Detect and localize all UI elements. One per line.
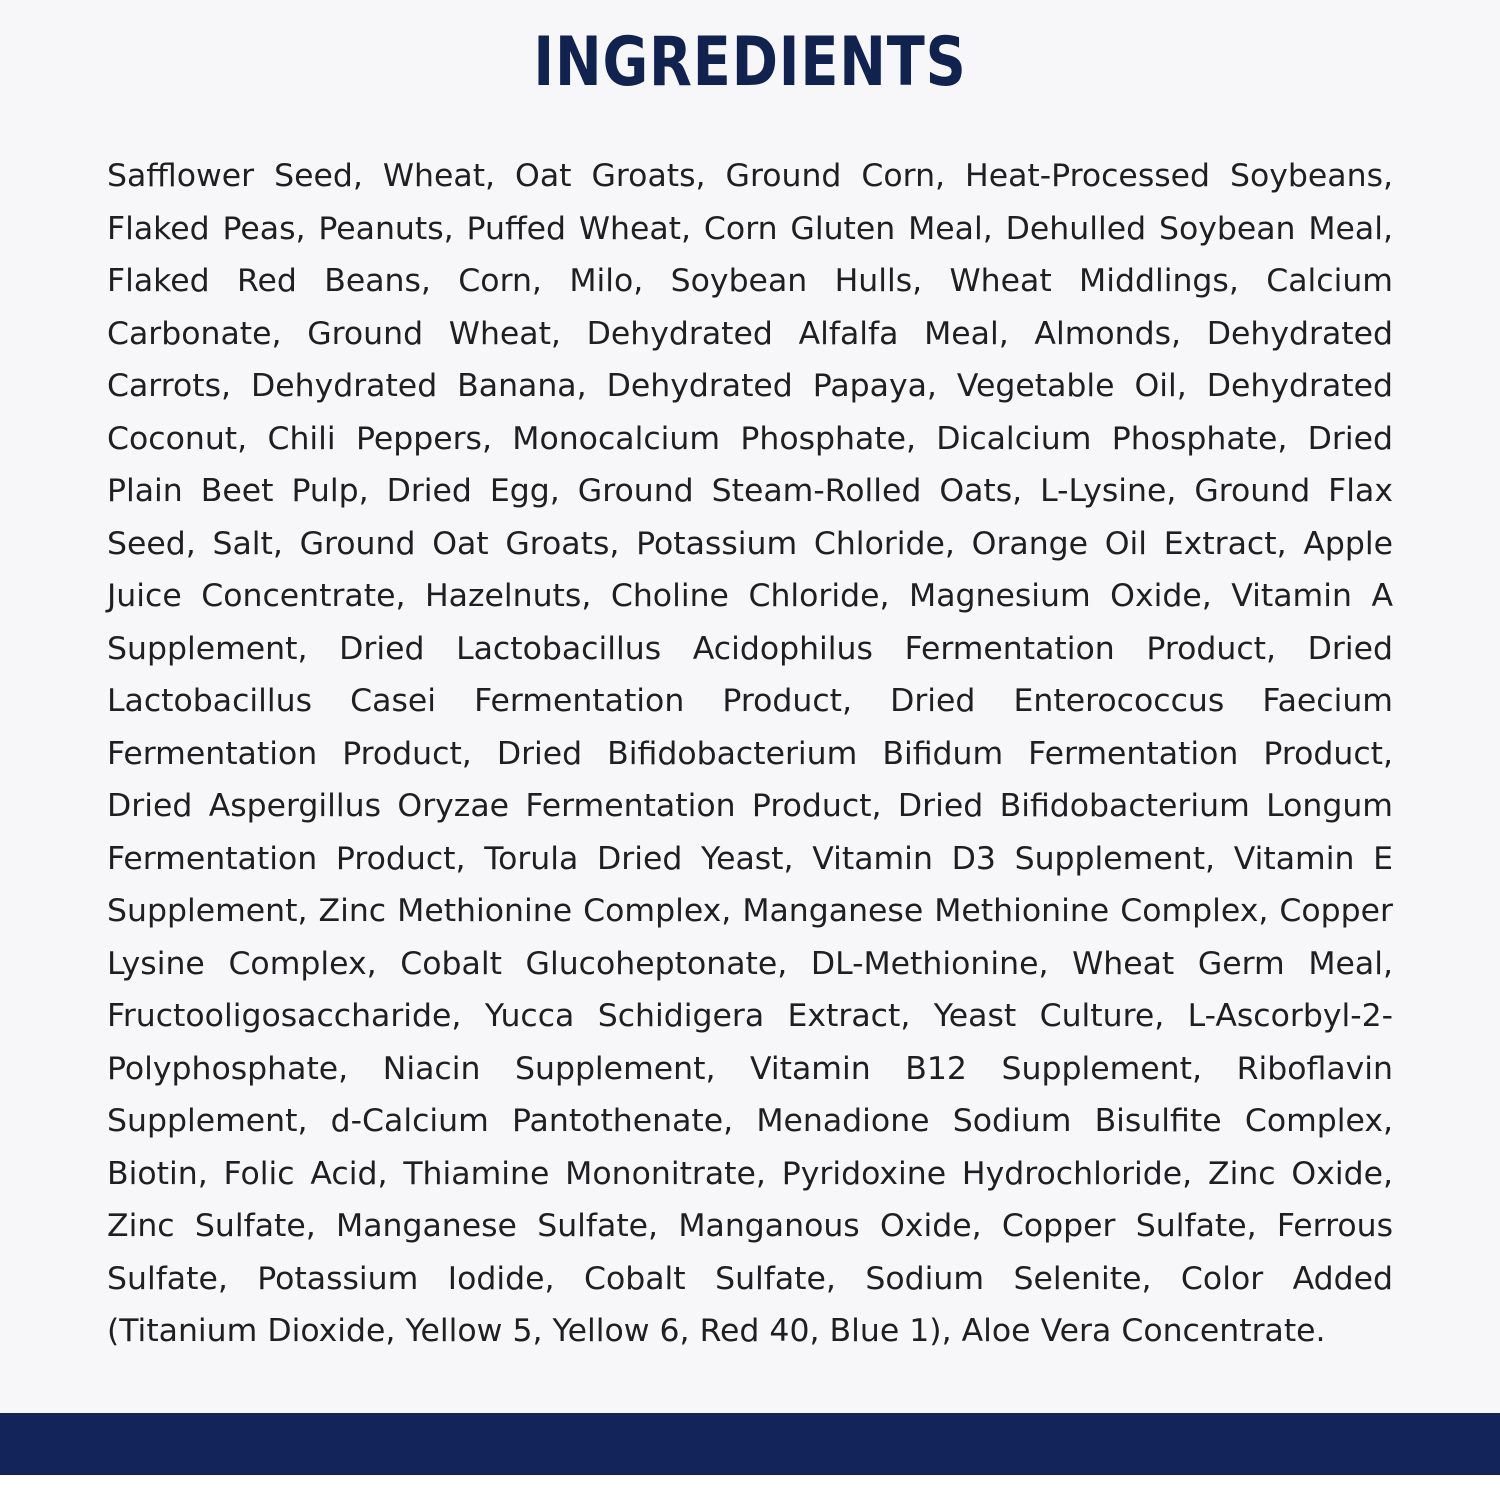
footer-color-band [0,1413,1500,1475]
footer-bottom-margin [0,1475,1500,1500]
ingredients-title: INGREDIENTS [533,23,967,102]
ingredients-list-text: Safflower Seed, Wheat, Oat Groats, Ground Corn, Heat-Processed Soybeans, Flaked Peas, Peanuts, Puffed Wheat, Corn Gluten Meal, Dehulled Soybean Meal, Flaked Red Beans, Corn, Milo, Soybean Hulls, Wheat Middlings, Calcium Carbonate, Ground Wheat, Dehydrated Alfalfa Meal, Almonds, Dehydrated Carrots, Dehydrated Banana, Dehydrated Papaya, Vegetable Oil, Dehydrated Coconut, Chili Peppers, Monocalcium Phosphate, Dicalcium Phosphate, Dried Plain Beet Pulp, Dried Egg, Ground Steam-Rolled Oats, L-Lysine, Ground Flax Seed, Salt, Ground Oat Groats, Potassium Chloride, Orange Oil Extract, Apple Juice Concentrate, Hazelnuts, Choline Chloride, Magnesium Oxide, Vitamin A Supplement, Dried Lactobacillus Acidophilus Fermentation Product, Dried Lactobacillus Casei Fermentation Product, Dried Enterococcus Faecium Fermentation Product, Dried Bifidobacterium Bifidum Fermentation Product, Dried Aspergillus Oryzae Fermentation Product, Dried Bifidobacterium Longum Fermentation Product, Torula Dried Yeast, Vitamin D3 Supplement, Vitamin E Supplement, Zinc Methionine Complex, Manganese Methionine Complex, Copper Lysine Complex, Cobalt Glucoheptonate, DL-Methionine, Wheat Germ Meal, Fructooligosaccharide, Yucca Schidigera Extract, Yeast Culture, L-Ascorbyl-2-Polyphosphate, Niacin Supplement, Vitamin B12 Supplement, Riboflavin Supplement, d-Calcium Pantothenate, Menadione Sodium Bisulfite Complex, Biotin, Folic Acid, Thiamine Mononitrate, Pyridoxine Hydrochloride, Zinc Oxide, Zinc Sulfate, Manganese Sulfate, Manganous Oxide, Copper Sulfate, Ferrous Sulfate, Potassium Iodide, Cobalt Sulfate, Sodium Selenite, Color Added (Titanium Dioxide, Yellow 5, Yellow 6, Red 40, Blue 1), Aloe Vera Concentrate. [107,158,1393,1349]
